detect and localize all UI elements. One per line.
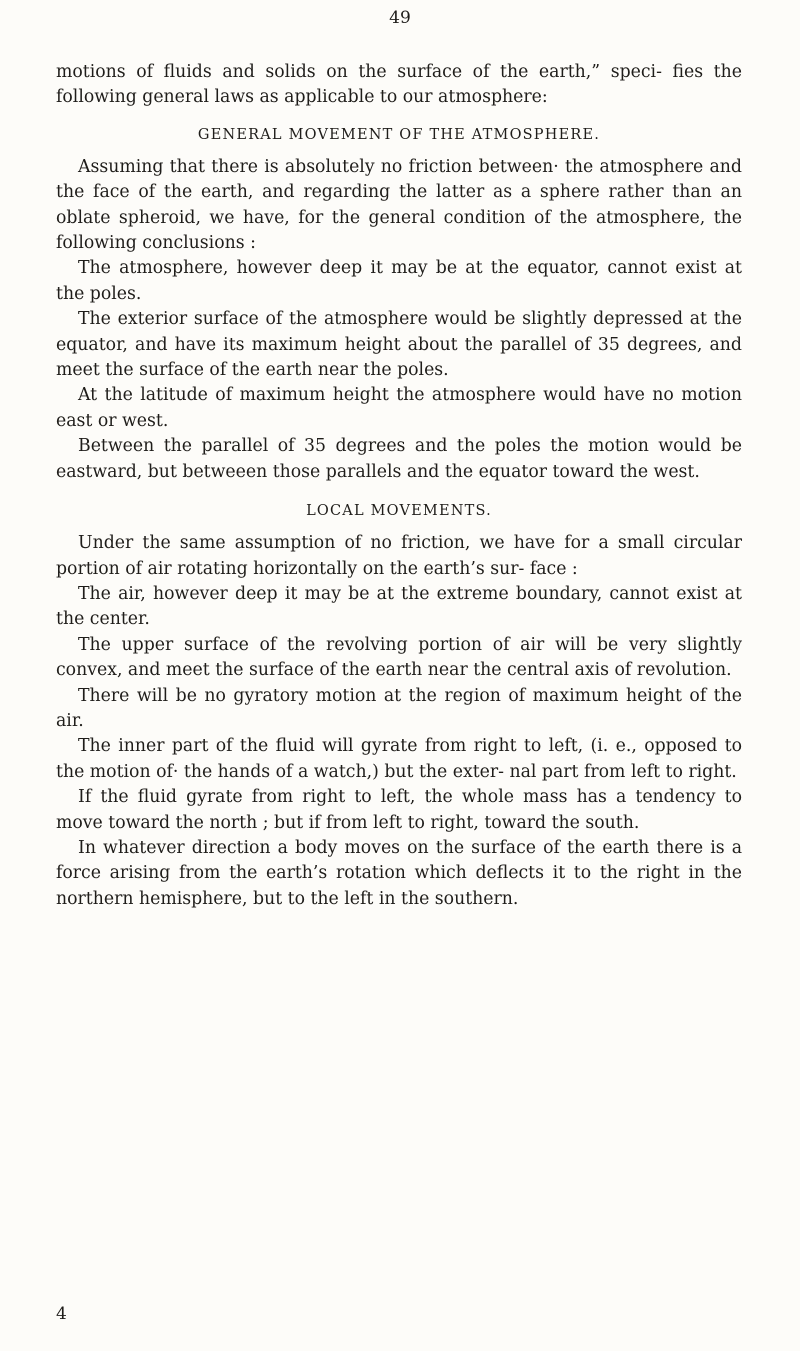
body-text — [56, 60, 742, 912]
paragraph: Under the same assumption of no friction, we have for a small circular portion of air rotating horizontally on the earth’s sur- face : — [56, 533, 742, 579]
paragraph: The inner part of the fluid will gyrate from right to left, (i. e., opposed to the motion of· the hands of a watch,) but the exter- nal part from left to right. — [56, 736, 742, 782]
paragraph: In whatever direction a body moves on the surface of the earth there is a force arising from the earth’s rotation which deflects it to the right in the northern hemisphere, but to the left in the southern. — [56, 837, 742, 909]
section-heading-local: LOCAL MOVEMENTS. — [306, 503, 492, 520]
signature-mark: 4 — [56, 1304, 67, 1324]
paragraph: There will be no gyratory motion at the region of maximum height of the air. — [56, 685, 742, 731]
section-heading-general: GENERAL MOVEMENT OF THE ATMOSPHERE. — [197, 126, 601, 143]
paragraph: The atmosphere, however deep it may be at the equator, cannot exist at the poles. — [56, 258, 742, 304]
paragraph: If the fluid gyrate from right to left, the whole mass has a tendency to move toward the north ; but if from left to right, toward the south. — [56, 787, 742, 833]
paragraph: The exterior surface of the atmosphere would be slightly depressed at the equator, and have its maximum height about the parallel of 35 degrees, and meet the surface of the earth near the poles. — [56, 309, 742, 381]
paragraph: The upper surface of the revolving portion of air will be very slightly convex, and meet the surface of the earth near the central axis of revolution. — [56, 634, 742, 681]
paragraph: Assuming that there is absolutely no friction between· the atmosphere and the face of the earth, and regarding the latter as a sphere rather than an oblate spheroid, we have, for the general condition of the atmosphere, the following conclusions : — [56, 156, 742, 254]
intro-paragraph: motions of fluids and solids on the surface of the earth,” speci- fies the following general laws as applicable to our atmosphere: — [56, 62, 742, 108]
paragraph: The air, however deep it may be at the extreme boundary, cannot exist at the center. — [56, 583, 742, 630]
page-number: 49 — [389, 8, 411, 28]
paragraph: At the latitude of maximum height the atmosphere would have no motion east or west. — [56, 385, 742, 431]
paragraph: Between the parallel of 35 degrees and the poles the motion would be eastward, but betweeen those parallels and the equator toward the west. — [56, 436, 742, 482]
